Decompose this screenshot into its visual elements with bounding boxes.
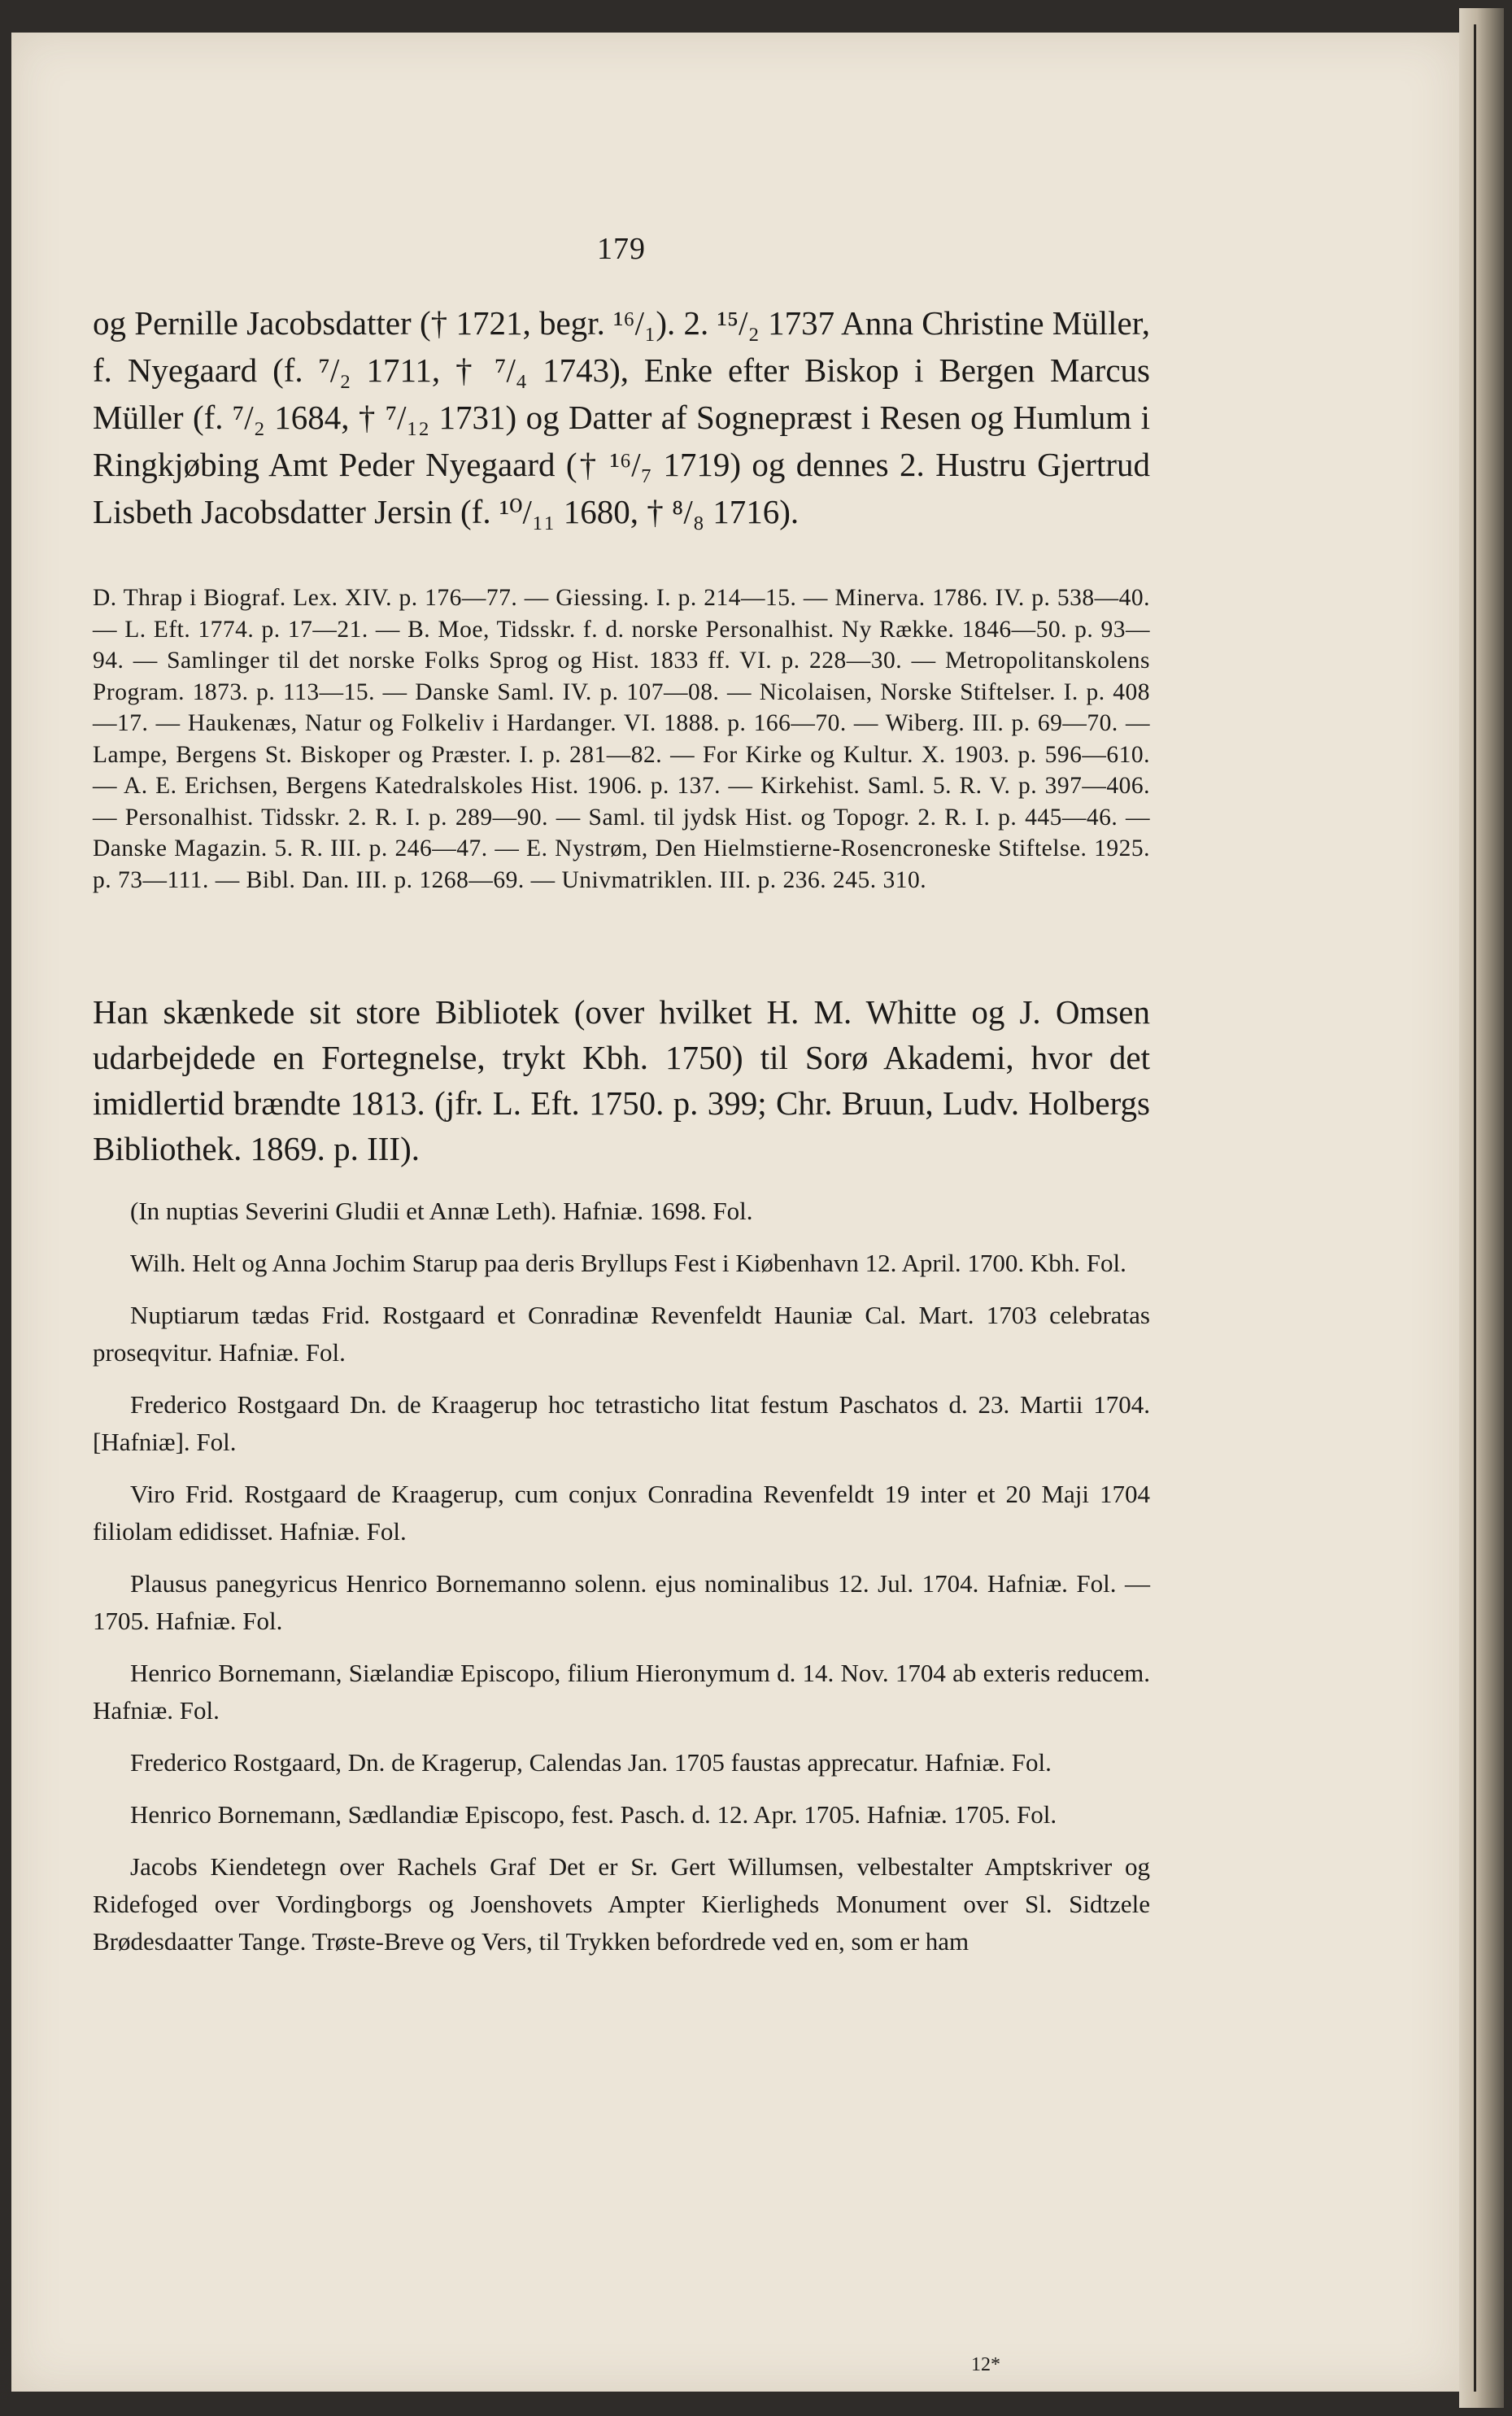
lead-paragraph: og Pernille Jacobsdatter († 1721, begr. ¹⁶/₁). 2. ¹⁵/₂ 1737 Anna Christine Müller, f. Nyegaard (f. ⁷/₂ 1711, † ⁷/₄ 1743), Enke efter Biskop i Bergen Marcus Müller (f. ⁷/₂ 1684, † ⁷/₁₂ 1731) og Datter af Sognepræst i Resen og Humlum i Ringkjøbing Amt Peder Nyegaard († ¹⁶/₇ 1719) og dennes 2. Hustru Gjertrud Lisbeth Jacobsdatter Jersin (f. ¹⁰/₁₁ 1680, † ⁸/₈ 1716). (93, 304, 1150, 530)
book-page (11, 33, 1459, 2392)
bibliography-entry: Henrico Bornemann, Siælandiæ Episcopo, filium Hieronymum d. 14. Nov. 1704 ab exteris reducem. Hafniæ. Fol. (93, 1659, 1150, 1725)
bibliography-entry: Nuptiarum tædas Frid. Rostgaard et Conradinæ Revenfeldt Hauniæ Cal. Mart. 1703 celebratas proseqvitur. Hafniæ. Fol. (93, 1301, 1150, 1367)
library-paragraph: Han skænkede sit store Bibliotek (over hvilket H. M. Whitte og J. Omsen udarbejdede en Fortegnelse, trykt Kbh. 1750) til Sorø Akademi, hvor det imidlertid brændte 1813. (jfr. L. Eft. 1750. p. 399; Chr. Bruun, Ludv. Holbergs Bibliothek. 1869. p. III). (93, 993, 1150, 1167)
bibliography-entry: Frederico Rostgaard, Dn. de Kragerup, Calendas Jan. 1705 faustas apprecatur. Hafniæ. Fol. (130, 1748, 1052, 1777)
binding-edge (1474, 24, 1476, 2392)
page-number: 179 (597, 232, 646, 266)
bibliography-entry: Jacobs Kiendetegn over Rachels Graf Det er Sr. Gert Willumsen, velbestalter Amptskriver og Ridefoged over Vordingborgs og Joenshovets Ampter Kierligheds Monument over Sl. Sidtzele Brødesdaatter Tange. Trøste-Breve og Vers, til Trykken befordrede ved en, som er ham (93, 1852, 1150, 1956)
bibliography-entry: Frederico Rostgaard Dn. de Kraagerup hoc tetrasticho litat festum Paschatos d. 23. Martii 1704. [Hafniæ]. Fol. (93, 1390, 1150, 1456)
bibliography-list (93, 1193, 1150, 1975)
bibliography-entry: Viro Frid. Rostgaard de Kraagerup, cum conjux Conradina Revenfeldt 19 inter et 20 Maji 1704 filiolam edidisset. Hafniæ. Fol. (93, 1480, 1150, 1546)
signature-mark: 12* (971, 2354, 1000, 2375)
bibliography-entry: Wilh. Helt og Anna Jochim Starup paa deris Bryllups Fest i Kiøbenhavn 12. April. 1700. Kbh. Fol. (130, 1249, 1126, 1277)
book-gutter (1459, 8, 1504, 2408)
bibliography-entry: Henrico Bornemann, Sædlandiæ Episcopo, fest. Pasch. d. 12. Apr. 1705. Hafniæ. 1705. Fol. (130, 1800, 1057, 1829)
bibliography-entry: (In nuptias Severini Gludii et Annæ Leth). Hafniæ. 1698. Fol. (130, 1197, 753, 1225)
references-paragraph: D. Thrap i Biograf. Lex. XIV. p. 176—77. — Giessing. I. p. 214—15. — Minerva. 1786. IV. p. 538—40. — L. Eft. 1774. p. 17—21. — B. Moe, Tidsskr. f. d. norske Personalhist. Ny Række. 1846—50. p. 93—94. — Samlinger til det norske Folks Sprog og Hist. 1833 ff. VI. p. 228—30. — Metropolitanskolens Program. 1873. p. 113—15. — Danske Saml. IV. p. 107—08. — Nicolaisen, Norske Stiftelser. I. p. 408—17. — Haukenæs, Natur og Folkeliv i Hardanger. VI. 1888. p. 166—70. — Wiberg. III. p. 69—70. — Lampe, Bergens St. Biskoper og Præster. I. p. 281—82. — For Kirke og Kultur. X. 1903. p. 596—610. — A. E. Erichsen, Bergens Katedralskoles Hist. 1906. p. 137. — Kirkehist. Saml. 5. R. V. p. 397—406. — Personalhist. Tidsskr. 2. R. I. p. 289—90. — Saml. til jydsk Hist. og Topogr. 2. R. I. p. 445—46. — Danske Magazin. 5. R. III. p. 246—47. — E. Nystrøm, Den Hielmstierne-Rosencroneske Stiftelse. 1925. p. 73—111. — Bibl. Dan. III. p. 1268—69. — Univmatriklen. III. p. 236. 245. 310. (93, 585, 1150, 893)
bibliography-entry: Plausus panegyricus Henrico Bornemanno solenn. ejus nominalibus 12. Jul. 1704. Hafniæ. Fol. — 1705. Hafniæ. Fol. (93, 1569, 1150, 1635)
page-content (93, 218, 1150, 2398)
